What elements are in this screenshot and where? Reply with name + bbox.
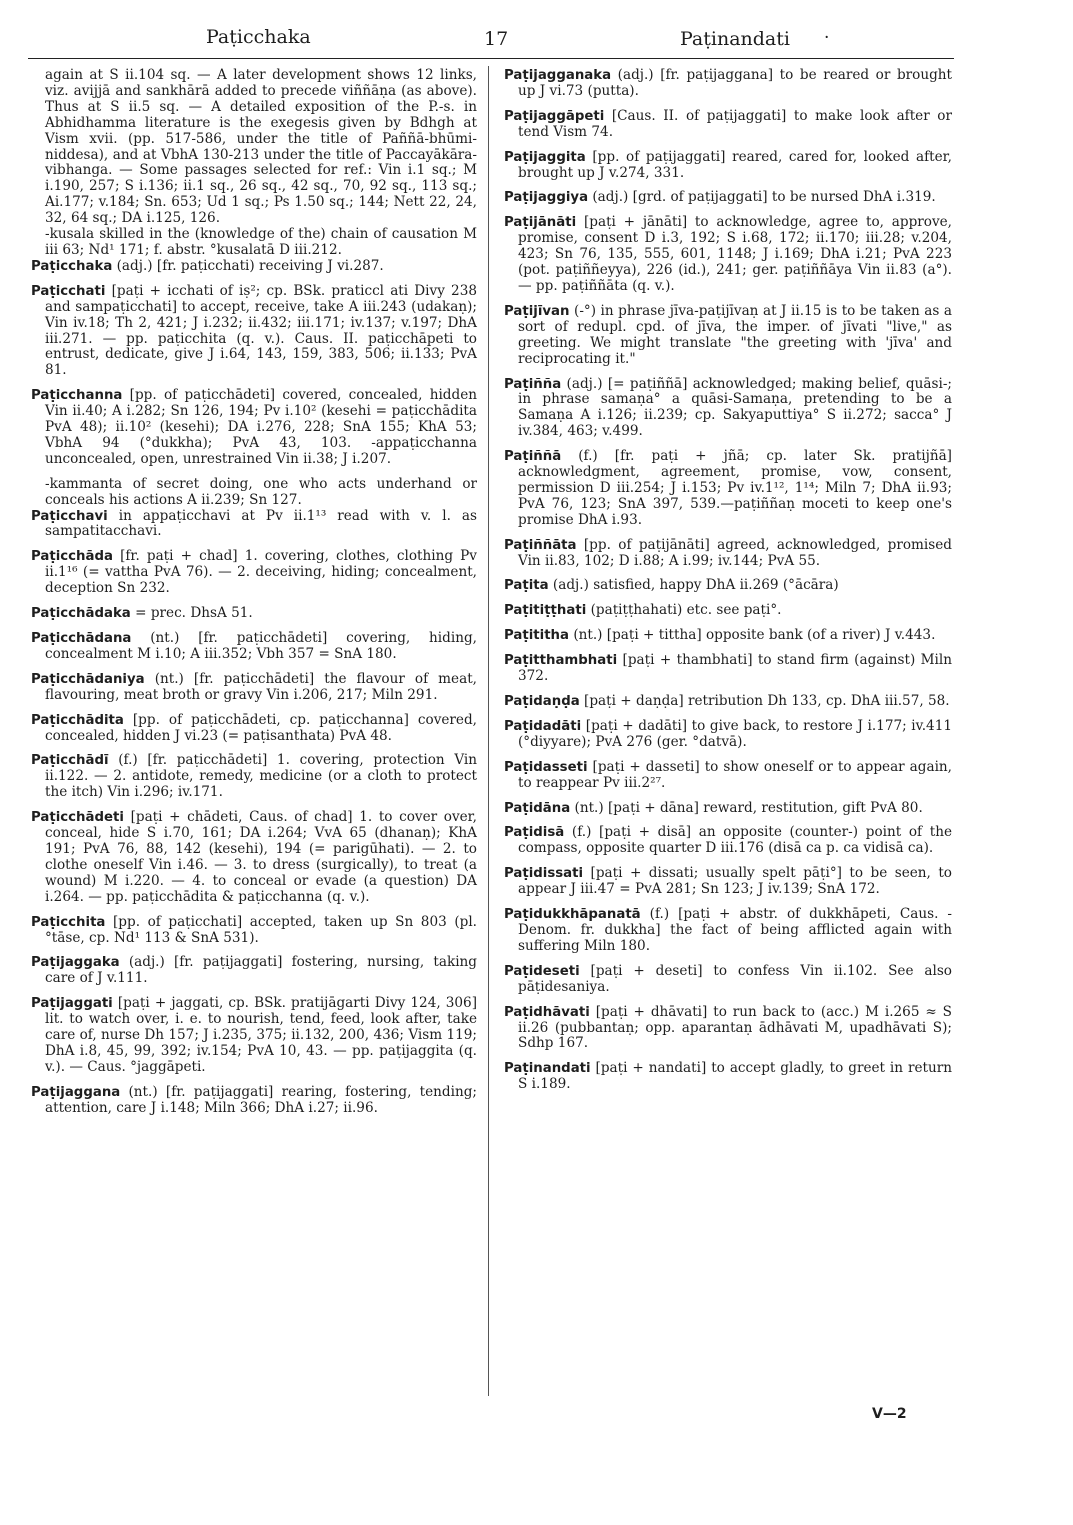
entry-headword: Paṭijānāti	[504, 215, 577, 231]
entry-headword: Paṭicchādaniya	[31, 671, 145, 687]
entry-headword: Paṭijaggita	[504, 149, 586, 165]
entry-definition: (f.) [paṭi + abstr. of dukkhāpeti, Caus. -Denom. fr. dukkha] the fact of being afflicted again with suffering Miln 180.	[518, 906, 952, 954]
entry-definition: -kammanta of secret doing, one who acts underhand or conceals his actions A ii.239; Sn 127.	[45, 475, 477, 508]
entry-headword: Paṭitthambhati	[504, 653, 618, 669]
entry-definition: in appaṭicchavi at Pv ii.1¹³ read with v. l. as sampatitacchavi.	[45, 507, 477, 540]
dictionary-entry	[31, 284, 477, 379]
entry-headword: Paṭijaggaka	[31, 955, 120, 971]
entry-headword: Paṭideseti	[504, 963, 580, 979]
guide-word-left: Paṭicchaka	[206, 26, 311, 48]
signature-mark: V—2	[872, 1406, 907, 1422]
entry-headword: Paṭidukkhāpanatā	[504, 907, 641, 923]
entry-headword: Paṭicchavi	[31, 508, 108, 524]
guide-word-right: Paṭinandati	[680, 28, 790, 50]
dictionary-entry	[504, 449, 952, 529]
right-column	[504, 68, 952, 1102]
entry-headword: Paṭiññā	[504, 449, 562, 465]
entry-definition: [paṭi + dasseti] to show oneself or to appear again, to reappear Pv iii.2²⁷.	[518, 758, 952, 791]
dictionary-entry	[504, 578, 952, 594]
entry-headword: Paṭicchāda	[31, 549, 113, 565]
entry-headword: Paṭidaṇḍa	[504, 694, 580, 709]
dictionary-entry	[504, 190, 952, 206]
entry-definition: [paṭi + dissati; usually spelt pāṭi°] to be seen, to appear J iii.47 = PvA 281; Sn 123; J iv.139; SnA 172.	[518, 865, 952, 898]
entry-definition: [paṭi + dadāti] to give back, to restore J i.177; iv.411 (°diyyare); PvA 276 (ger. °datvā).	[518, 717, 952, 750]
dictionary-entry	[31, 955, 477, 987]
entry-definition: (-°) in phrase jīva-paṭijīvaṇ at J ii.15 is to be taken as a sort of redupl. cpd. of jīva, the imper. of jīvati "live," as greeting. We might translate "the greeting with 'jīva' and reciprocating it."	[518, 302, 952, 367]
entry-definition: [pp. of paṭicchādeti] covered, concealed, hidden Vin ii.40; A i.282; Sn 126, 194; Pv i.10² (kesehi = paṭicchādita PvA 48); ii.10² (kesehi); DA i.276, 228; SnA 155; KhA 53; VbhA 94 (°dukkha); PvA 43, 103. -appaṭicchanna unconcealed, open, unrestrained Vin ii.38; J i.207.	[45, 387, 477, 467]
left-column	[31, 68, 477, 1126]
entry-definition: [Caus. II. of paṭijaggati] to make look after or tend Vism 74.	[518, 107, 952, 140]
entry-definition: (f.) [fr. paṭicchādeti] 1. covering, protection Vin ii.122. — 2. antidote, remedy, medicine (or a cloth to protect the itch) Vin i.296; iv.171.	[45, 752, 477, 801]
dictionary-entry	[504, 964, 952, 996]
entry-headword: Paṭidadāti	[504, 718, 582, 734]
dictionary-entry	[504, 603, 952, 619]
entry-definition: (adj.) satisfied, happy DhA ii.269 (°ācāra)	[548, 577, 839, 594]
entry-headword: Paṭicchādana	[31, 631, 132, 646]
entry-headword: Paṭijagganaka	[504, 68, 612, 83]
page-number: 17	[484, 28, 509, 50]
entry-definition: [paṭi + deseti] to confess Vin ii.102. See also pāṭidesaniya.	[518, 962, 952, 995]
dictionary-entry	[31, 388, 477, 468]
entry-headword: Paṭinandati	[504, 1061, 591, 1077]
entry-definition: [paṭi + dhāvati] to run back to (acc.) M i.265 ≈ S ii.26 (pubbantaṇ; opp. aparantaṇ ādhāvati M, upadhāvati S); Sdhp 167.	[518, 1003, 952, 1052]
dictionary-entry	[31, 509, 477, 541]
dictionary-entry	[504, 866, 952, 898]
entry-definition: [pp. of paṭijānāti] agreed, acknowledged, promised Vin ii.83, 102; D i.88; A i.99; iv.144; PvA 55.	[518, 536, 952, 569]
entry-headword: Paṭiñña	[504, 376, 562, 392]
dictionary-entry	[504, 825, 952, 857]
dictionary-entry	[504, 760, 952, 792]
dictionary-entry	[31, 477, 477, 509]
dictionary-entry	[31, 1085, 477, 1117]
entry-definition: (nt.) [fr. paṭicchādeti] the flavour of meat, flavouring, meat broth or gravy Vin i.206, 217; Miln 291.	[45, 670, 477, 703]
entry-headword: Paṭicchādī	[31, 753, 109, 769]
dictionary-entry	[504, 377, 952, 441]
entry-definition: [paṭi + icchati of iṣ²; cp. BSk. praticcl ati Divy 238 and sampaṭicchati] to accept, receive, take A iii.243 (udakaṇ); Vin iv.18; Th 2, 421; J i.232; ii.432; iii.171; iv.137; v.197; DhA iii.271. — pp. paṭicchita (q. v.). Caus. II. paṭicchāpeti to entrust, dedicate, give J i.64, 143, 159, 383, 506; ii.133; PvA 81.	[45, 282, 477, 379]
entry-definition: [paṭi + daṇḍa] retribution Dh 133, cp. DhA iii.57, 58.	[579, 693, 950, 709]
dictionary-entry	[31, 753, 477, 801]
column-divider	[488, 66, 489, 1396]
dictionary-entry	[504, 150, 952, 182]
dictionary-entry	[504, 1061, 952, 1093]
dictionary-entry	[504, 68, 952, 100]
entry-definition: [paṭi + jānāti] to acknowledge, agree to, approve, promise, consent D i.3, 192; S i.68, 172; ii.170; iii.28; v.204, 423; Sn 76, 135, 555, 601, 1148; J i.169; DhA i.21; PvA 223 (pot. paṭiññeyya), 226 (id.), 241; ger. paṭiññāya Vin ii.83 (a°). — pp. paṭiññāta (q. v.).	[518, 214, 952, 294]
dictionary-entry	[504, 801, 952, 817]
entry-headword: Paṭidissati	[504, 866, 584, 882]
entry-headword: Paṭicchaka	[31, 258, 113, 274]
dictionary-entry	[31, 227, 477, 259]
dictionary-entry	[504, 215, 952, 295]
dictionary-entry	[504, 304, 952, 368]
entry-definition: -kusala skilled in the (knowledge of the) chain of causation M iii 63; Nd¹ 171; f. abstr. °kusalatā D iii.212.	[45, 226, 477, 258]
entry-definition: [paṭi + chādeti, Caus. of chad] 1. to cover over, conceal, hide S i.70, 161; DA i.264; VvA 65 (dhanaṇ); KhA 191; PvA 76, 88, 142 (kesehi), 194 (= parigūhati). — 2. to clothe oneself Vin i.46. — 3. to dress (surgically), to treat (a wound) M i.220. — 4. to conceal or evade (a question) DA i.264. — pp. paṭicchādita & paṭicchanna (q. v.).	[45, 809, 477, 905]
entry-headword: Paṭicchādita	[31, 712, 124, 728]
dictionary-entry	[31, 631, 477, 663]
entry-definition: [paṭi + jaggati, cp. BSk. pratijāgarti Divy 124, 306] lit. to watch over, i. e. to nourish, tend, feed, look after, take care of, nurse Dh 157; J i.235, 375; ii.132, 200, 436; Vism 119; DhA i.8, 45, 99, 392; iv.154; PvA 10, 43. — pp. paṭijaggita (q. v.). — Caus. °jaggāpeti.	[45, 995, 477, 1075]
entry-headword: Paṭicchati	[31, 283, 106, 299]
dictionary-entry	[504, 628, 952, 644]
dictionary-entry	[31, 259, 477, 275]
dictionary-entry	[31, 713, 477, 745]
entry-headword: Paṭita	[504, 578, 549, 594]
dictionary-entry	[504, 907, 952, 955]
entry-definition: (paṭiṭṭhahati) etc. see paṭi°.	[586, 602, 782, 619]
dictionary-entry	[31, 606, 477, 622]
dictionary-entry	[504, 653, 952, 685]
dictionary-entry	[31, 996, 477, 1076]
entry-headword: Paṭijaggiya	[504, 190, 589, 206]
entry-headword: Paṭijaggāpeti	[504, 108, 605, 124]
entry-definition: [paṭi + nandati] to accept gladly, to greet in return S i.189.	[518, 1060, 952, 1093]
entry-headword: Paṭijīvan	[504, 303, 570, 319]
entry-headword: Paṭiññāta	[504, 537, 577, 553]
entry-definition: (adj.) [= paṭiññā] acknowledged; making belief, quāsi-; in phrase samaṇa° a quāsi-Samaṇa, pretending to be a Samaṇa A i.126; ii.239; cp. Sakyaputtiya° S ii.272; sacca° J iv.384, 463; v.499.	[518, 375, 952, 440]
dictionary-entry	[504, 109, 952, 141]
entry-headword: Paṭicchādeti	[31, 810, 124, 826]
entry-headword: Paṭitiṭṭhati	[504, 603, 587, 619]
header-rule	[28, 58, 954, 59]
entry-headword: Paṭidhāvati	[504, 1004, 590, 1020]
entry-headword: Paṭijaggana	[31, 1084, 121, 1100]
dictionary-entry	[504, 694, 952, 710]
dictionary-entry	[31, 915, 477, 947]
entry-definition: (f.) [fr. paṭi + jñā; cp. later Sk. pratijñā] acknowledgment, agreement, promise, vow, consent, permission D iii.254; J i.153; Pv iv.1¹², 1¹⁴; Miln 7; DhA ii.93; PvA 76, 123; SnA 397, 539.—paṭiññaṇ moceti to keep one's promise DhA i.93.	[518, 448, 952, 528]
entry-headword: Paṭicchanna	[31, 388, 123, 404]
entry-definition: (f.) [paṭi + disā] an opposite (counter-) point of the compass, opposite quarter D iii.176 (disā ca p. ca vidisā ca).	[518, 824, 952, 857]
dictionary-entry	[31, 810, 477, 905]
dictionary-entry	[31, 68, 477, 227]
entry-definition: = prec. DhsA 51.	[130, 605, 253, 622]
entry-definition: [pp. of paṭicchādeti, cp. paṭicchanna] covered, concealed, hidden J vi.23 (= paṭisanthata) PvA 48.	[45, 711, 477, 744]
entry-headword: Paṭidasseti	[504, 759, 588, 775]
dictionary-entry	[504, 1005, 952, 1053]
entry-definition: again at S ii.104 sq. — A later development shows 12 links, viz. avijjā and sankhārā added to precede viññāṇa (as above). Thus at S ii.5 sq. — A detailed exposition of the P.-s. in Abhidhamma literature is the exegesis given by Bdhgh at Vism xvii. (pp. 517-586, under the title of Paññā-bhūmi-niddesa), and at VbhA 130-213 under the title of Paccayākāra-vibhanga. — Some passages selected for ref.: Vin i.1 sq.; M i.190, 257; S i.136; ii.1 sq., 26 sq., 42 sq., 70, 92 sq., 113 sq.; Ai.177; v.184; Sn. 653; Ud 1 sq.; Ps 1.50 sq.; 144; Nett 22, 24, 32, 64 sq.; DA i.125, 126.	[45, 67, 477, 227]
page-header	[0, 22, 1073, 56]
entry-definition: [paṭi + thambhati] to stand firm (against) Miln 372.	[518, 652, 952, 685]
entry-headword: Paṭidisā	[504, 825, 565, 841]
entry-headword: Paṭicchita	[31, 914, 106, 930]
entry-definition: [fr. paṭi + chad] 1. covering, clothes, clothing Pv ii.1¹⁶ (= vattha PvA 76). — 2. deceiving, hiding; concealment, deception Sn 232.	[45, 548, 477, 597]
entry-headword: Paṭijaggati	[31, 996, 113, 1012]
entry-headword: Paṭicchādaka	[31, 606, 131, 622]
entry-headword: Paṭidāna	[504, 800, 571, 816]
dictionary-entry	[504, 719, 952, 751]
dictionary-entry	[504, 538, 952, 570]
entry-definition: (nt.) [paṭi + dāna] reward, restitution, gift PvA 80.	[570, 799, 923, 816]
entry-definition: (adj.) [fr. paṭicchati) receiving J vi.287.	[112, 257, 384, 274]
entry-definition: (nt.) [paṭi + tittha] opposite bank (of a river) J v.443.	[569, 627, 936, 644]
entry-definition: (nt.) [fr. paṭicchādeti] covering, hiding, concealment M i.10; A iii.352; Vbh 357 = SnA 180.	[45, 630, 477, 662]
dictionary-entry	[31, 549, 477, 597]
entry-definition: (adj.) [grd. of paṭijaggati] to be nursed DhA i.319.	[588, 189, 936, 206]
header-dot: ·	[824, 28, 830, 48]
entry-definition: (adj.) [fr. paṭijaggana] to be reared or brought up J vi.73 (putta).	[518, 67, 952, 99]
entry-headword: Paṭititha	[504, 628, 569, 644]
dictionary-entry	[31, 672, 477, 704]
entry-definition: [pp. of paṭicchati] accepted, taken up Sn 803 (pl. °tāse, cp. Nd¹ 113 & SnA 531).	[45, 913, 477, 946]
entry-definition: [pp. of paṭijaggati] reared, cared for, looked after, brought up J v.274, 331.	[518, 148, 952, 181]
entry-definition: (nt.) [fr. paṭijaggati] rearing, fostering, tending; attention, care J i.148; Miln 366; DhA i.27; ii.96.	[45, 1083, 477, 1116]
entry-definition: (adj.) [fr. paṭijaggati] fostering, nursing, taking care of J v.111.	[45, 954, 477, 987]
